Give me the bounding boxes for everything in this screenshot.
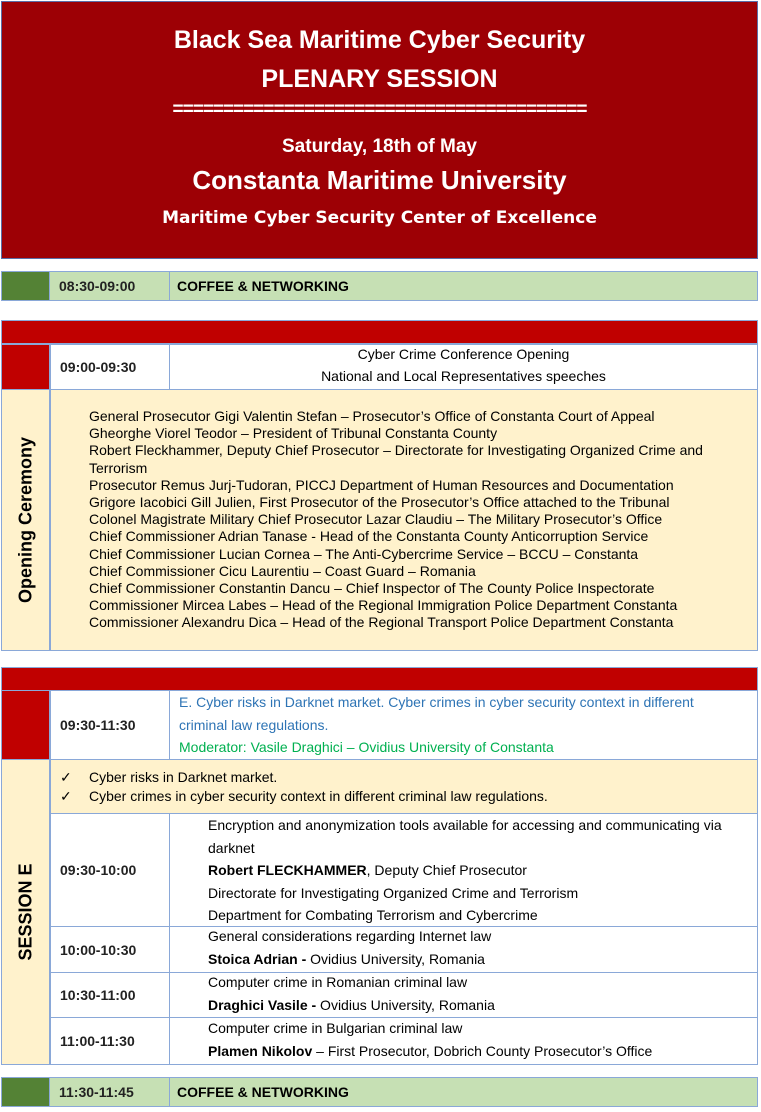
venue: Constanta Maritime University (192, 165, 567, 195)
session-red-bar (1, 667, 758, 691)
talk-title: General considerations regarding Internet law (208, 928, 492, 944)
green-marker (2, 272, 50, 300)
speaker-item: Colonel Magistrate Military Chief Prosecutor Lazar Claudiu – The Military Prosecutor’s Office (89, 511, 663, 528)
talk-speaker: Stoica Adrian - (208, 950, 307, 967)
talk-speaker-line (208, 994, 745, 1017)
speaker-item: Prosecutor Remus Jurj-Tudoran, PICCJ Department of Human Resources and Documentation (89, 476, 674, 493)
speaker-item: Robert Fleckhammer, Deputy Chief Prosecutor – Directorate for Investigating Organized Crime and Terrorism (89, 442, 703, 476)
speaker-item: Commissioner Alexandru Dica – Head of the Regional Transport Police Department Constanta (89, 614, 674, 631)
talk-time: 10:00-10:30 (51, 927, 170, 972)
topic-item (60, 768, 278, 787)
speaker-item: Chief Commissioner Constantin Dancu – Chief Inspector of The County Police Inspectorate (89, 580, 655, 597)
talk-time: 09:30-10:00 (51, 814, 170, 926)
speaker-item: Chief Commissioner Adrian Tanase - Head of the Constanta County Anticorruption Service (89, 528, 649, 545)
speaker-item: Chief Commissioner Lucian Cornea – The Anti-Cybercrime Service – BCCU – Constanta (89, 545, 639, 562)
coffee-break-row (1, 1077, 758, 1107)
talk-affiliation: Ovidius University, Romania (306, 950, 485, 967)
talk-row (50, 1017, 758, 1065)
opening-description (169, 344, 758, 390)
organizer: Maritime Cyber Security Center of Excellence (162, 208, 597, 228)
talk-title: Computer crime in Bulgarian criminal law (208, 1020, 463, 1036)
talk-row (50, 926, 758, 973)
talk-extra: Directorate for Investigating Organized Crime and Terrorism (208, 884, 579, 901)
event-date: Saturday, 18th of May (282, 136, 477, 157)
opening-side-label (1, 389, 50, 651)
speaker-item: Commissioner Mircea Labes – Head of the Regional Immigration Police Department Constanta (89, 597, 678, 614)
opening-ceremony-label: Opening Ceremony (15, 436, 35, 604)
talk-speaker-line (208, 948, 745, 971)
speaker-item: General Prosecutor Gigi Valentin Stefan – Prosecutor’s Office of Constanta Court of Appeal (89, 408, 655, 424)
opening-time: 09:00-09:30 (50, 344, 170, 390)
coffee-break-row (1, 271, 758, 301)
talk-title: Encryption and anonymization tools available for accessing and communicating via darknet (208, 817, 722, 856)
talk-speaker-line (208, 859, 745, 882)
topic-item (60, 787, 548, 806)
session-title-text: E. Cyber risks in Darknet market. Cyber crimes in cyber security context in different criminal law regulations. (179, 694, 694, 733)
talk-content (208, 971, 745, 1016)
topic-text: Cyber crimes in cyber security context in different criminal law regulations. (89, 788, 548, 804)
talk-speaker: Draghici Vasile - (208, 996, 317, 1013)
opening-desc-line1: Cyber Crime Conference Opening (357, 346, 570, 362)
topic-text: Cyber risks in Darknet market. (89, 769, 278, 785)
session-e-label: SESSION E (15, 863, 35, 961)
talk-affiliation: Ovidius University, Romania (316, 996, 495, 1013)
talk-content (208, 925, 745, 970)
talk-speaker-line (208, 1040, 745, 1063)
conference-title: Black Sea Maritime Cyber Security (173, 26, 586, 54)
talk-title: Computer crime in Romanian criminal law (208, 974, 468, 990)
talk-speaker: Plamen Nikolov (208, 1042, 313, 1059)
coffee-label: COFFEE & NETWORKING (177, 278, 349, 294)
coffee-time: 11:30-11:45 (50, 1078, 170, 1106)
session-moderator: Moderator: Vasile Draghici – Ovidius University of Constanta (179, 739, 554, 755)
session-description (169, 690, 758, 760)
speaker-item: Chief Commissioner Cicu Laurentiu – Coast Guard – Romania (89, 562, 476, 579)
header-banner (1, 1, 758, 259)
opening-red-cell (1, 344, 50, 390)
speaker-item: Grigore Iacobici Gill Julien, First Prosecutor of the Prosecutor’s Office attached to the Tribunal (89, 494, 670, 511)
opening-desc-line2: National and Local Representatives speeches (321, 368, 606, 384)
session-time: 09:30-11:30 (50, 690, 170, 760)
green-marker (2, 1078, 50, 1106)
speaker-item: Gheorghe Viorel Teodor – President of Tribunal Constanta County (89, 425, 498, 442)
talk-speaker: Robert FLECKHAMMER (208, 862, 367, 878)
check-icon: ✓ (60, 788, 72, 804)
session-title: PLENARY SESSION (261, 65, 498, 93)
opening-red-bar (1, 320, 758, 344)
session-side-label (1, 759, 50, 1065)
talk-content (208, 1017, 745, 1062)
separator-line: ========================================= (172, 99, 587, 120)
speakers-list (89, 408, 749, 632)
talk-time: 11:00-11:30 (51, 1018, 170, 1064)
check-icon: ✓ (60, 769, 72, 785)
talk-extra: Department for Combating Terrorism and Cybercrime (208, 907, 538, 923)
talk-affiliation: – First Prosecutor, Dobrich County Prosecutor’s Office (312, 1042, 653, 1059)
talk-affiliation: , Deputy Chief Prosecutor (366, 862, 527, 878)
talk-row (50, 972, 758, 1018)
session-red-cell (1, 690, 50, 760)
talk-content (208, 814, 745, 927)
talk-row (50, 813, 758, 927)
coffee-label: COFFEE & NETWORKING (177, 1084, 349, 1100)
talk-time: 10:30-11:00 (51, 973, 170, 1017)
coffee-time: 08:30-09:00 (50, 272, 170, 300)
